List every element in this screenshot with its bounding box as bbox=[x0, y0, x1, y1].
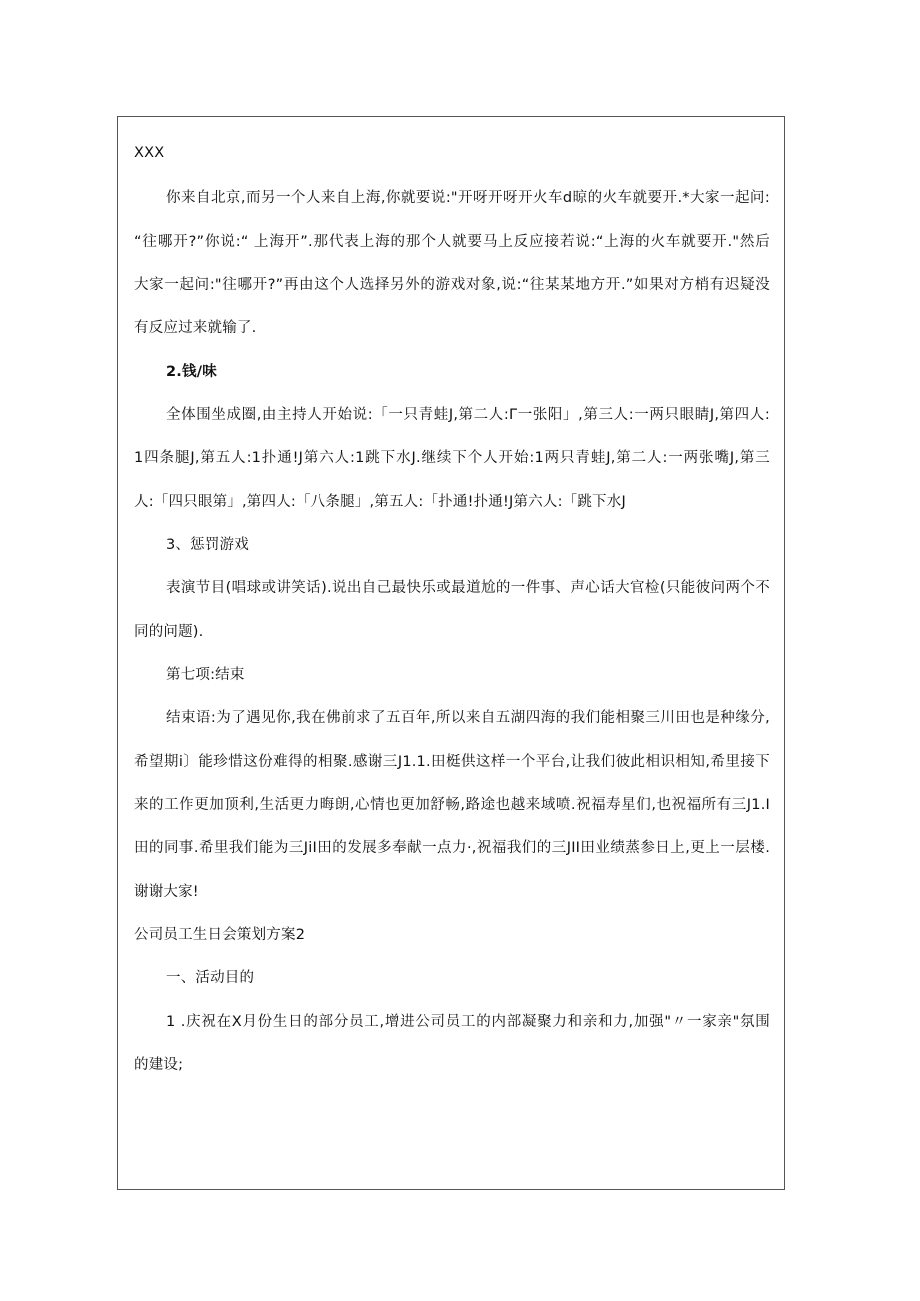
text-line: 田的同事.希里我们能为三JiI田的发展多奉献一点力·,祝福我们的三JII田业绩蒸参日上,更上一层楼. bbox=[134, 840, 770, 856]
text-line: 1 .庆祝在X月份生日的部分员工,增进公司员工的内部凝聚力和亲和力,加强"〃一家亲"氛围 bbox=[166, 1014, 770, 1030]
section-heading: 3、惩罚游戏 bbox=[166, 537, 249, 553]
text-line: 希望期i〕能珍惜这份难得的相聚.感谢三J1.1.田梃供这样一个平台,让我们彼此相识相知,希里接下 bbox=[134, 754, 770, 770]
section-heading: 第七项:结束 bbox=[166, 667, 245, 683]
text-line: 大家一起问:"往哪开?”再由这个人选择另外的游戏对象,说:“往某某地方开.”如果对方梢有迟疑没 bbox=[134, 277, 770, 293]
text-line: 有反应过来就输了. bbox=[134, 320, 257, 336]
text-line: 来的工作更加顶利,生活更力晦朗,心情也更加舒畅,路途也越来域喷.祝福寿星们,也祝福所有三J1.I bbox=[134, 797, 770, 813]
document-page bbox=[117, 116, 785, 1190]
text-line: “往哪开?”你说:“ 上海开”.那代表上海的那个人就要马上反应接若说:“上海的火车就要开."然后 bbox=[134, 234, 770, 250]
text-line: 全体围坐成圈,由主持人开始说:「一只青蛙J,第二人:Γ一张阳」,第三人:一两只眼睛J,第四人: bbox=[166, 407, 770, 423]
text-line: XXX bbox=[134, 145, 165, 161]
text-line: 1四条腿J,第五人:1扑通!J第六人:1跳下水J.继续下个人开始:1两只青蛙J,第二人:一两张嘴J,第三 bbox=[134, 450, 770, 466]
text-line: 人:「四只眼第」,第四人:「八条腿」,第五人:「扑通!扑通!J第六人:「跳下水J bbox=[134, 494, 626, 510]
text-line: 结束语:为了遇见你,我在佛前求了五百年,所以来自五湖四海的我们能相聚三川田也是种缘分, bbox=[166, 710, 770, 726]
text-line: 同的问题). bbox=[134, 624, 204, 640]
text-line: 表演节目(唱球或讲笑话).说出自己最快乐或最道尬的一件事、声心话大官检(只能彼问两个不 bbox=[166, 580, 770, 596]
document-title: 公司员工生日会策划方案2 bbox=[134, 927, 306, 943]
section-heading: 2.钱/味 bbox=[166, 364, 217, 380]
text-line: 的建设; bbox=[134, 1057, 184, 1073]
text-line: 谢谢大家! bbox=[134, 884, 199, 900]
section-heading: 一、活动目的 bbox=[166, 970, 255, 986]
text-line: 你来自北京,而另一个人来自上海,你就要说:"开呀开呀开火车d晾的火车就要开.*大家一起问: bbox=[166, 190, 770, 206]
